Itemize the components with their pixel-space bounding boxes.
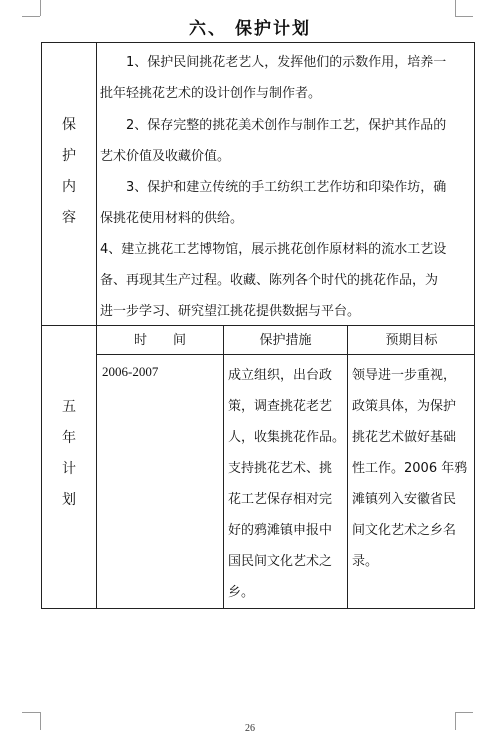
page-number: 26: [245, 723, 255, 734]
paragraph-line: 4、建立挑花工艺博物馆，展示挑花创作原材料的流水工艺设: [100, 242, 447, 257]
paragraph-line: 备、再现其生产过程。收藏、陈列各个时代的挑花作品，为: [100, 273, 439, 288]
cell-line: 领导进一步重视，: [352, 368, 457, 383]
paragraph-line: 2、保存完整的挑花美术创作与制作工艺，保护其作品的: [126, 118, 447, 133]
label-char: 容: [62, 210, 76, 226]
paragraph-line: 3、保护和建立传统的手工纺织工艺作坊和印染作坊，确: [126, 180, 447, 195]
cell-line: 滩镇列入安徽省民: [352, 492, 457, 507]
paragraph-line: 保挑花使用材料的供给。: [100, 211, 244, 226]
time-column-divider: [223, 325, 224, 609]
header-goal: 预期目标: [385, 333, 438, 348]
label-char: 内: [62, 179, 76, 195]
crop-mark-bottom-right-h: [455, 712, 473, 713]
label-char: 计: [62, 461, 76, 477]
label-char: 划: [62, 492, 76, 508]
cell-line: 花工艺保存相对完: [228, 492, 333, 507]
cell-line: 乡。: [228, 585, 255, 600]
goal-cell: [352, 360, 472, 577]
cell-line: 性工作。2006 年鸦: [352, 461, 468, 476]
paragraph-line: 批年轻挑花艺术的设计创作与制作者。: [100, 86, 322, 101]
label-char: 年: [62, 430, 76, 446]
crop-mark-bottom-left-h: [22, 712, 40, 713]
cell-line: 好的鸦滩镇申报中: [228, 523, 333, 538]
cell-line: 挑花艺术做好基础: [352, 430, 457, 445]
section-title: 六、 保护计划: [189, 19, 311, 39]
cell-line: 人，收集挑花作品。: [228, 430, 346, 445]
label-char: 五: [62, 399, 76, 415]
cell-line: 成立组织，出台政: [228, 368, 333, 383]
cell-line: 间文化艺术之乡名: [352, 523, 457, 538]
measures-column-divider: [347, 325, 348, 609]
measures-cell: [228, 360, 346, 608]
header-measures: 保护措施: [259, 333, 312, 348]
header-row-divider: [96, 354, 475, 355]
label-char: 保: [62, 117, 76, 133]
cell-line: 支持挑花艺术、挑: [228, 461, 333, 476]
paragraph-line: 1、保护民间挑花老艺人，发挥他们的示数作用，培养一: [126, 55, 447, 70]
cell-line: 政策具体，为保护: [352, 399, 457, 414]
cell-line: 策，调查挑花老艺: [228, 399, 333, 414]
cell-line: 国民间文化艺术之: [228, 554, 333, 569]
label-char: 护: [62, 148, 76, 164]
paragraph-line: 艺术价值及收藏价值。: [100, 149, 231, 164]
time-cell: 2006-2007: [102, 364, 159, 379]
cell-line: 录。: [352, 554, 379, 569]
paragraph-line: 进一步学习、研究望江挑花提供数据与平台。: [100, 304, 361, 319]
header-time: 时 间: [133, 333, 186, 348]
